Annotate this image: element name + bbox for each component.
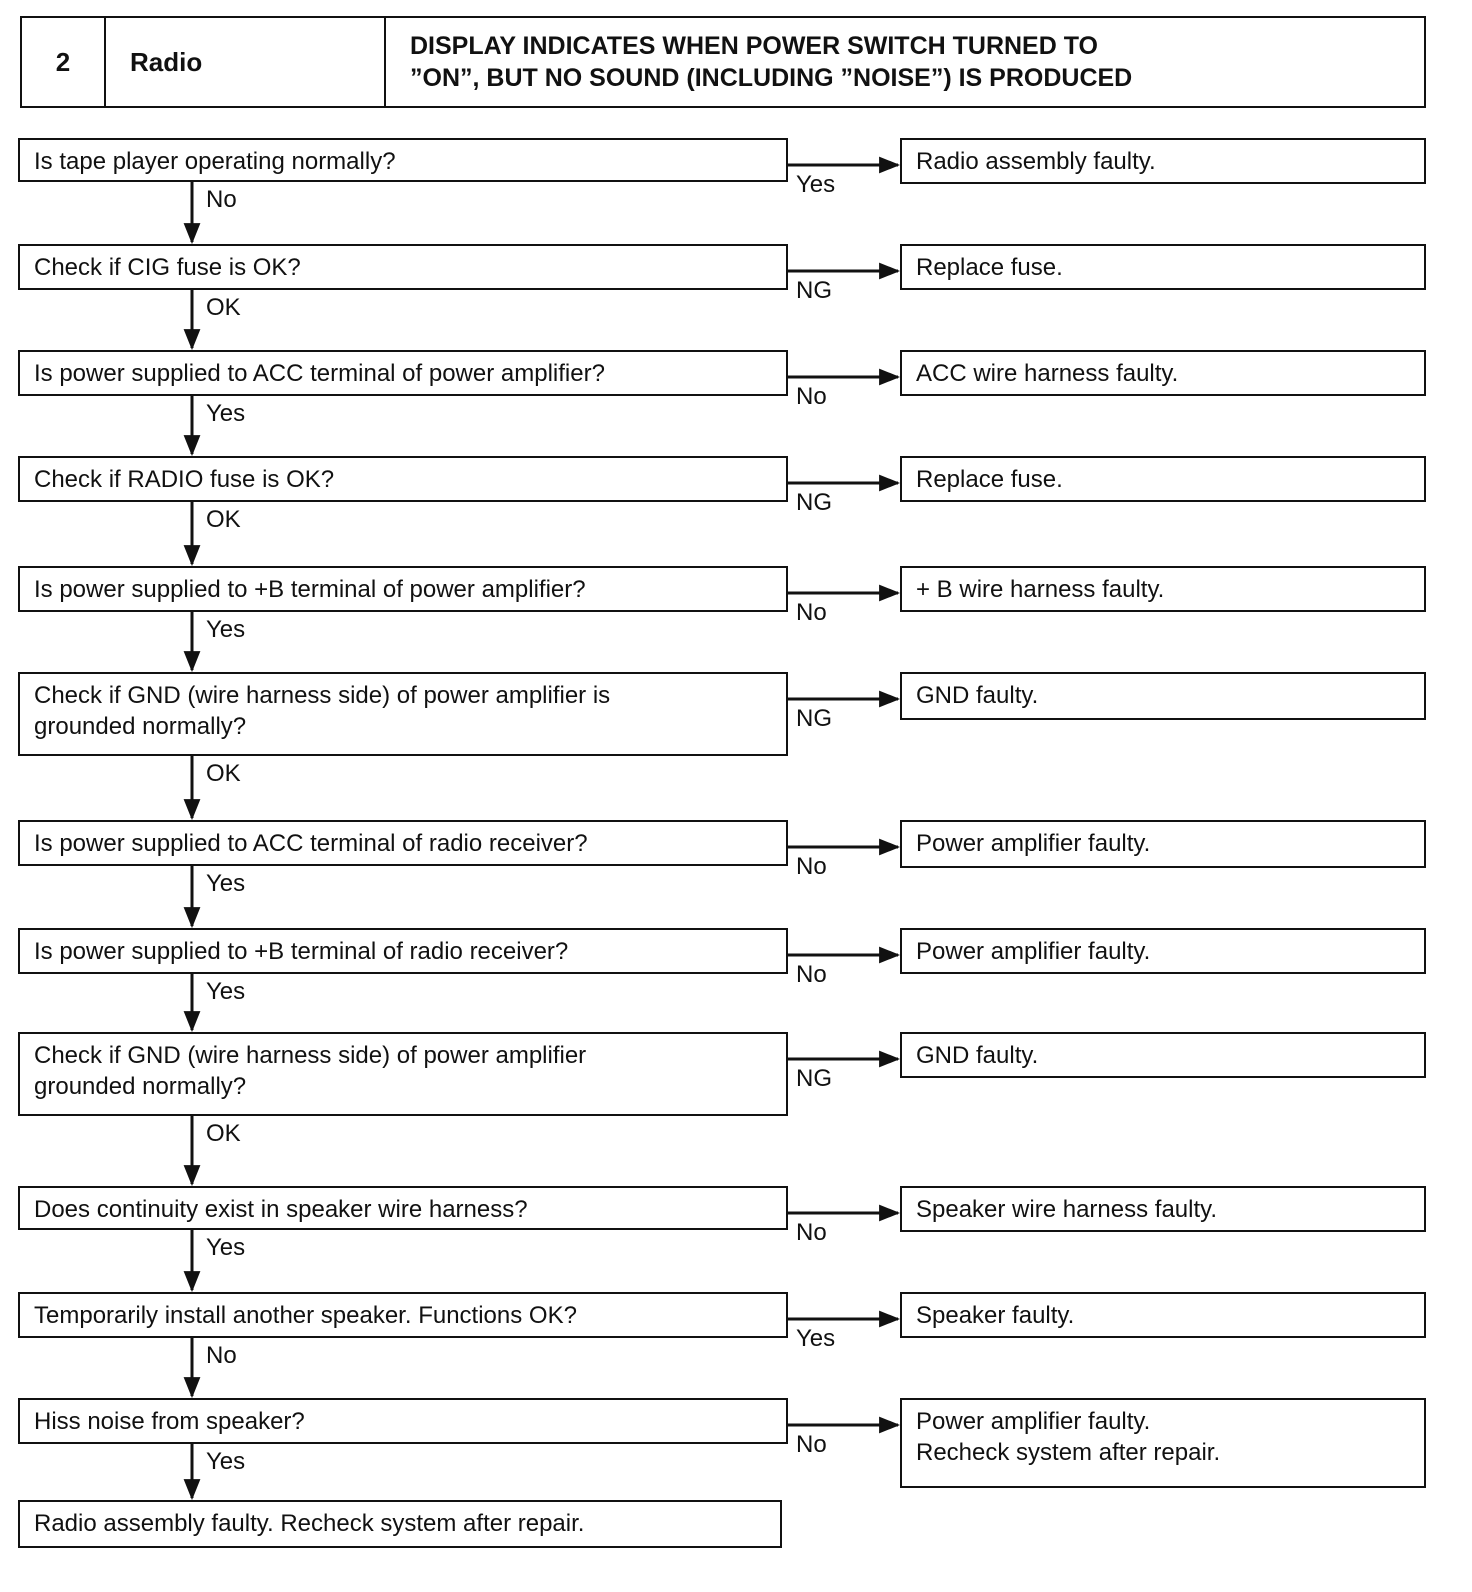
result-box: GND faulty. (900, 1032, 1426, 1078)
down-branch-label: Yes (206, 1448, 246, 1475)
result-box: Power amplifier faulty. Recheck system after repair. (900, 1398, 1426, 1488)
question-box: Is power supplied to ACC terminal of power amplifier? (18, 350, 788, 396)
question-box: Temporarily install another speaker. Functions OK? (18, 1292, 788, 1338)
symptom-title: DISPLAY INDICATES WHEN POWER SWITCH TURNED TO ”ON”, BUT NO SOUND (INCLUDING ”NOISE”) IS PRODUCED (410, 32, 1133, 92)
down-branch-label: OK (206, 294, 241, 321)
down-branch-label: No (206, 186, 237, 213)
question-box: Is tape player operating normally? (18, 138, 788, 182)
side-branch-label: No (796, 961, 827, 988)
question-box: Check if CIG fuse is OK? (18, 244, 788, 290)
side-branch-label: No (796, 599, 827, 626)
result-box: Power amplifier faulty. (900, 820, 1426, 868)
question-box: Check if RADIO fuse is OK? (18, 456, 788, 502)
question-box: Hiss noise from speaker? (18, 1398, 788, 1444)
side-branch-label: NG (796, 705, 832, 732)
side-branch-label: Yes (796, 1325, 836, 1352)
result-box: + B wire harness faulty. (900, 566, 1426, 612)
question-box: Check if GND (wire harness side) of power amplifier grounded normally? (18, 1032, 788, 1116)
final-result-box: Radio assembly faulty. Recheck system after repair. (18, 1500, 782, 1548)
result-box: Replace fuse. (900, 244, 1426, 290)
result-box: Replace fuse. (900, 456, 1426, 502)
question-box: Check if GND (wire harness side) of power amplifier is grounded normally? (18, 672, 788, 756)
down-branch-label: Yes (206, 616, 246, 643)
down-branch-label: OK (206, 1120, 241, 1147)
down-branch-label: Yes (206, 870, 246, 897)
result-box: ACC wire harness faulty. (900, 350, 1426, 396)
procedure-number: 2 (22, 18, 106, 106)
result-box: Speaker wire harness faulty. (900, 1186, 1426, 1232)
result-box: Power amplifier faulty. (900, 928, 1426, 974)
question-box: Is power supplied to +B terminal of radio receiver? (18, 928, 788, 974)
down-branch-label: OK (206, 506, 241, 533)
side-branch-label: No (796, 383, 827, 410)
side-branch-label: No (796, 1219, 827, 1246)
question-box: Is power supplied to ACC terminal of radio receiver? (18, 820, 788, 866)
system-name: Radio (106, 18, 386, 106)
side-branch-label: No (796, 853, 827, 880)
side-branch-label: No (796, 1431, 827, 1458)
result-box: Speaker faulty. (900, 1292, 1426, 1338)
down-branch-label: No (206, 1342, 237, 1369)
side-branch-label: Yes (796, 171, 836, 198)
side-branch-label: NG (796, 1065, 832, 1092)
question-box: Is power supplied to +B terminal of power amplifier? (18, 566, 788, 612)
down-branch-label: Yes (206, 978, 246, 1005)
side-branch-label: NG (796, 277, 832, 304)
side-branch-label: NG (796, 489, 832, 516)
result-box: GND faulty. (900, 672, 1426, 720)
result-box: Radio assembly faulty. (900, 138, 1426, 184)
down-branch-label: Yes (206, 400, 246, 427)
question-box: Does continuity exist in speaker wire harness? (18, 1186, 788, 1230)
down-branch-label: OK (206, 760, 241, 787)
down-branch-label: Yes (206, 1234, 246, 1261)
